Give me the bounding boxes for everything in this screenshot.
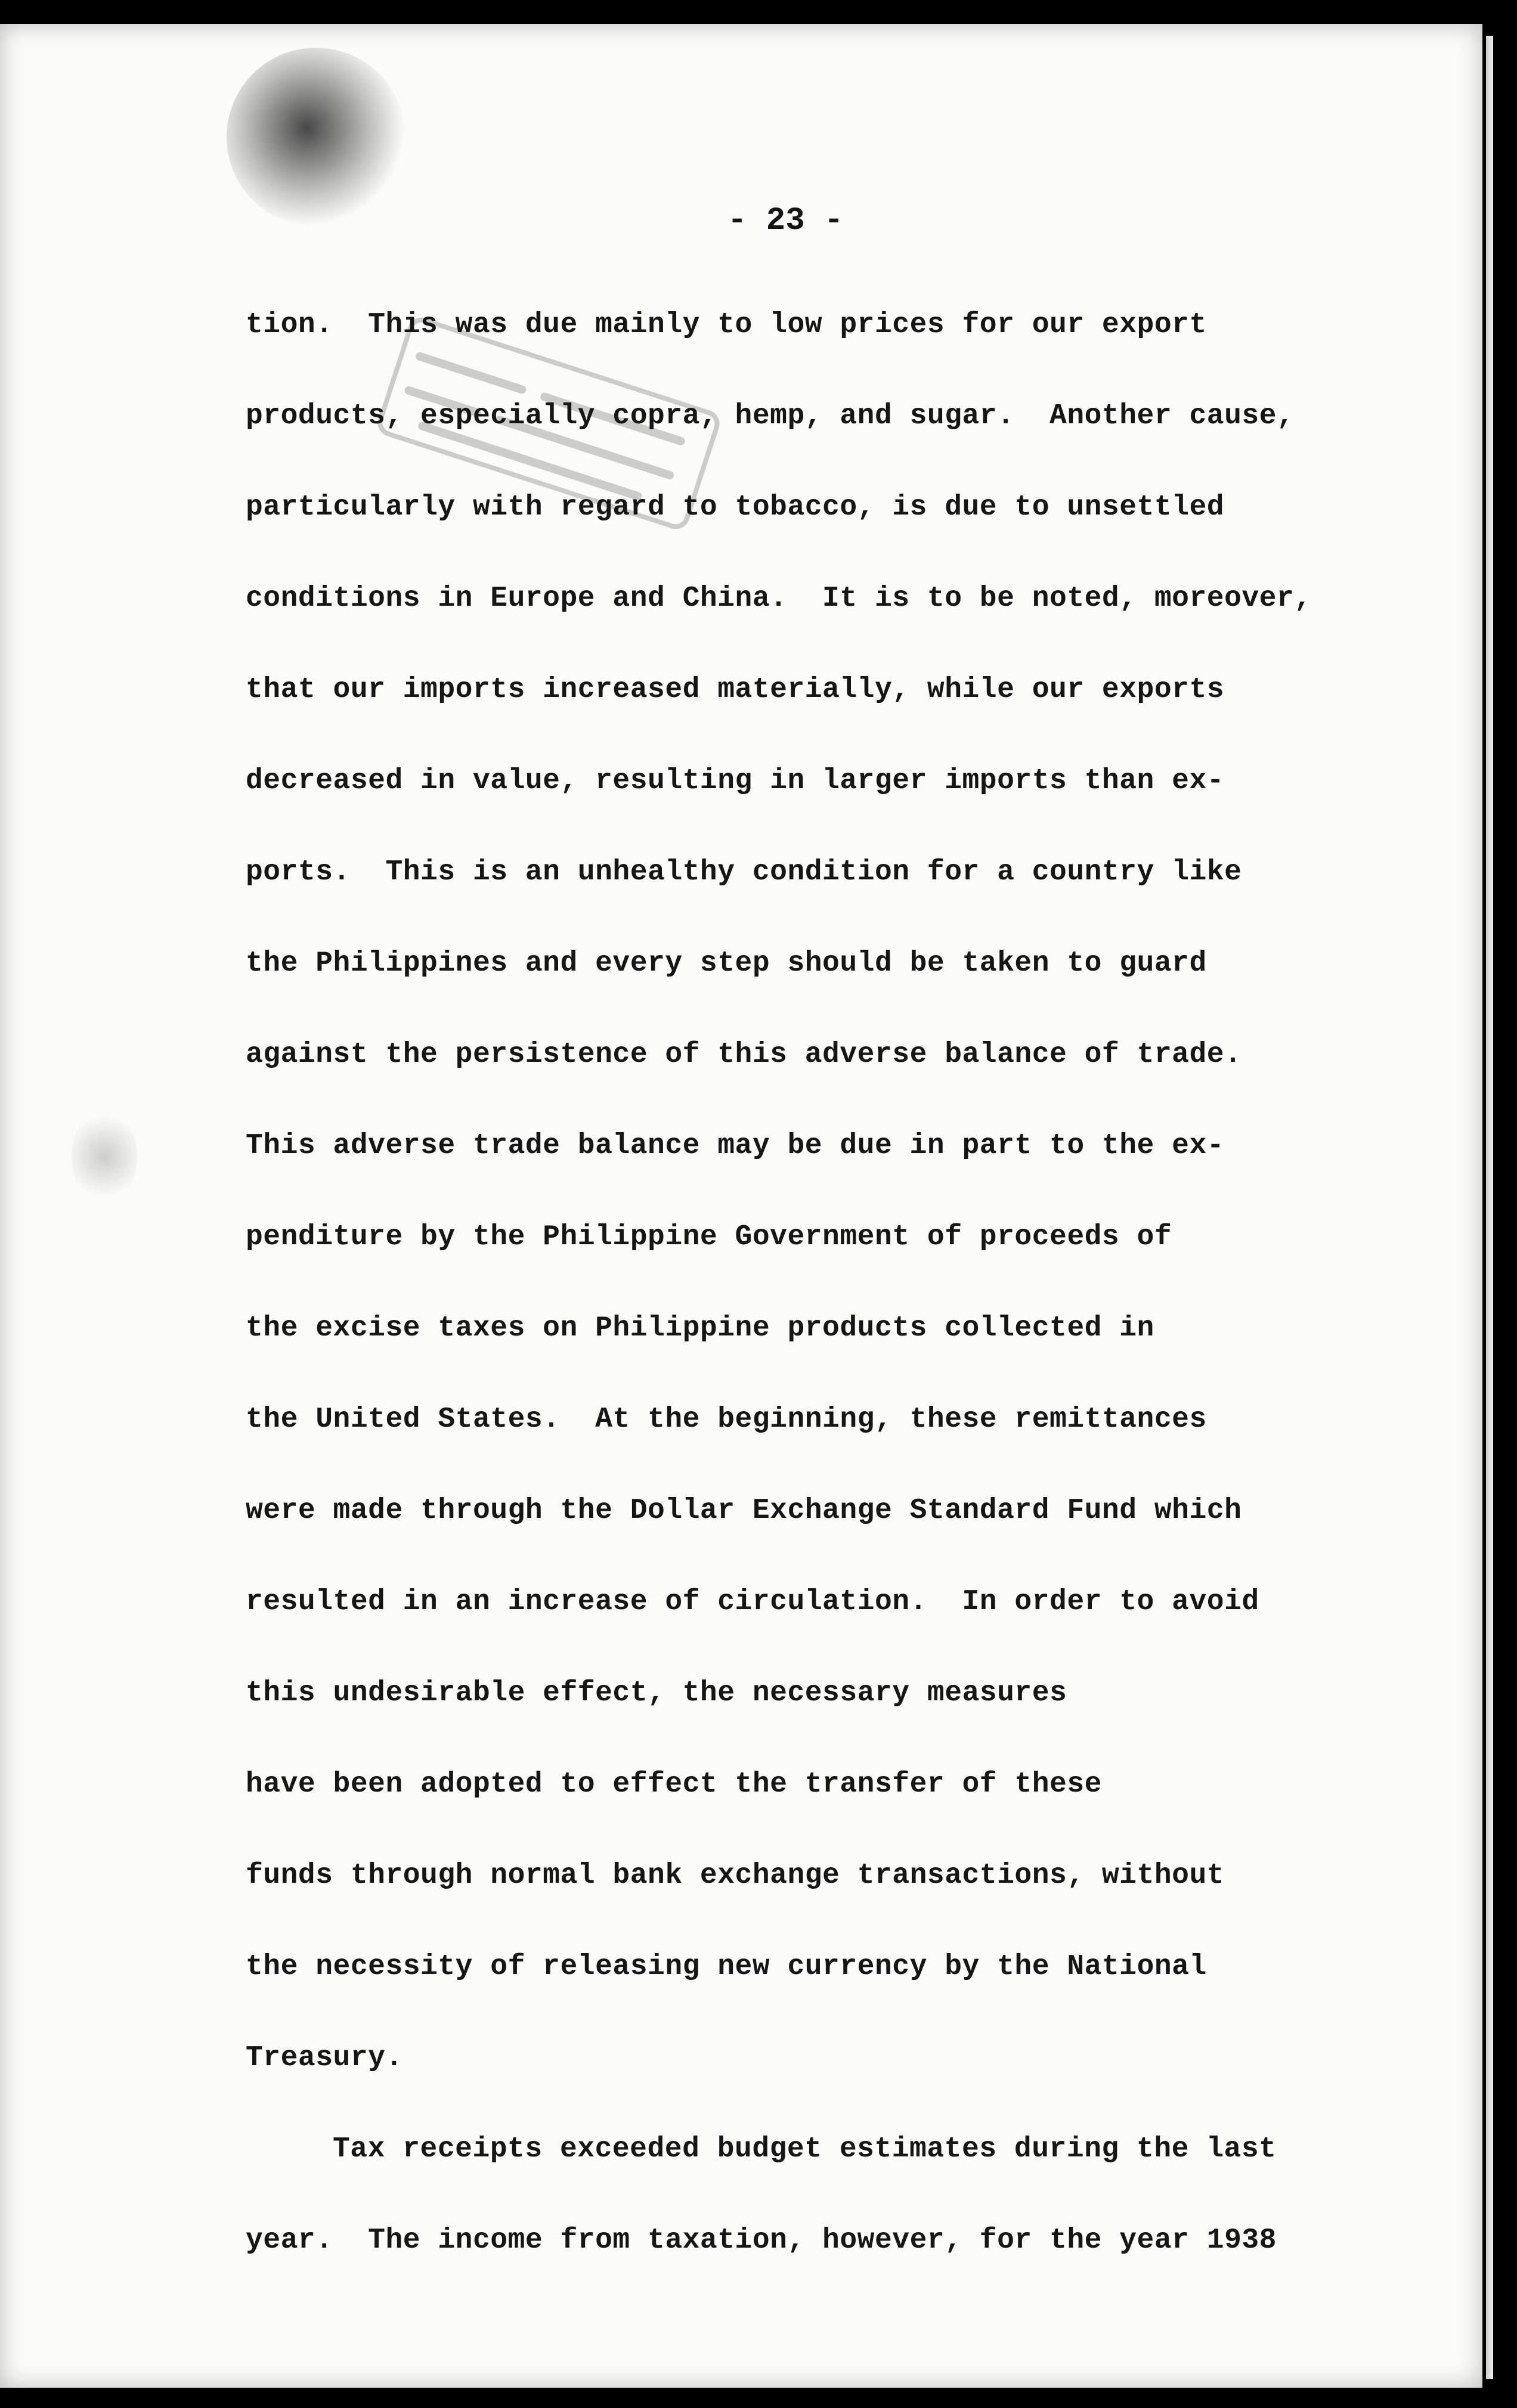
text-line: the Philippines and every step should be taken to guard	[246, 947, 1207, 980]
text-line: resulted in an increase of circulation. In order to avoid	[246, 1586, 1259, 1618]
text-line: have been adopted to effect the transfer of these	[246, 1768, 1102, 1800]
text-line: decreased in value, resulting in larger imports than ex-	[246, 765, 1225, 797]
body-text	[246, 295, 1312, 2302]
page-number: - 23 -	[727, 203, 844, 239]
text-line: funds through normal bank exchange transactions, without	[246, 1860, 1225, 1892]
text-line: products, especially copra, hemp, and sugar. Another cause,	[246, 400, 1295, 432]
paper-stain	[72, 1109, 137, 1204]
text-line: were made through the Dollar Exchange Standard Fund which	[246, 1495, 1242, 1527]
text-line: the excise taxes on Philippine products collected in	[246, 1312, 1154, 1344]
text-line: the United States. At the beginning, these remittances	[246, 1403, 1207, 1436]
text-line: tion. This was due mainly to low prices for our export	[246, 309, 1207, 341]
document-page	[0, 24, 1482, 2388]
text-line: particularly with regard to tobacco, is due to unsettled	[246, 491, 1225, 523]
text-line: that our imports increased materially, while our exports	[246, 674, 1225, 706]
text-line: the necessity of releasing new currency by the National	[246, 1951, 1207, 1983]
text-line: this undesirable effect, the necessary measures	[246, 1677, 1067, 1709]
text-line: conditions in Europe and China. It is to be noted, moreover,	[246, 582, 1312, 615]
text-line: ports. This is an unhealthy condition for a country like	[246, 856, 1242, 888]
text-line: This adverse trade balance may be due in part to the ex-	[246, 1130, 1225, 1162]
text-line: penditure by the Philippine Government of proceeds of	[246, 1221, 1172, 1253]
text-line: year. The income from taxation, however, for the year 1938	[246, 2224, 1277, 2257]
text-line: Tax receipts exceeded budget estimates during the last	[333, 2133, 1277, 2165]
text-line: against the persistence of this adverse balance of trade.	[246, 1039, 1242, 1071]
paper-edge	[1486, 36, 1493, 2379]
text-line: Treasury.	[246, 2042, 403, 2074]
ink-smudge	[227, 48, 405, 227]
